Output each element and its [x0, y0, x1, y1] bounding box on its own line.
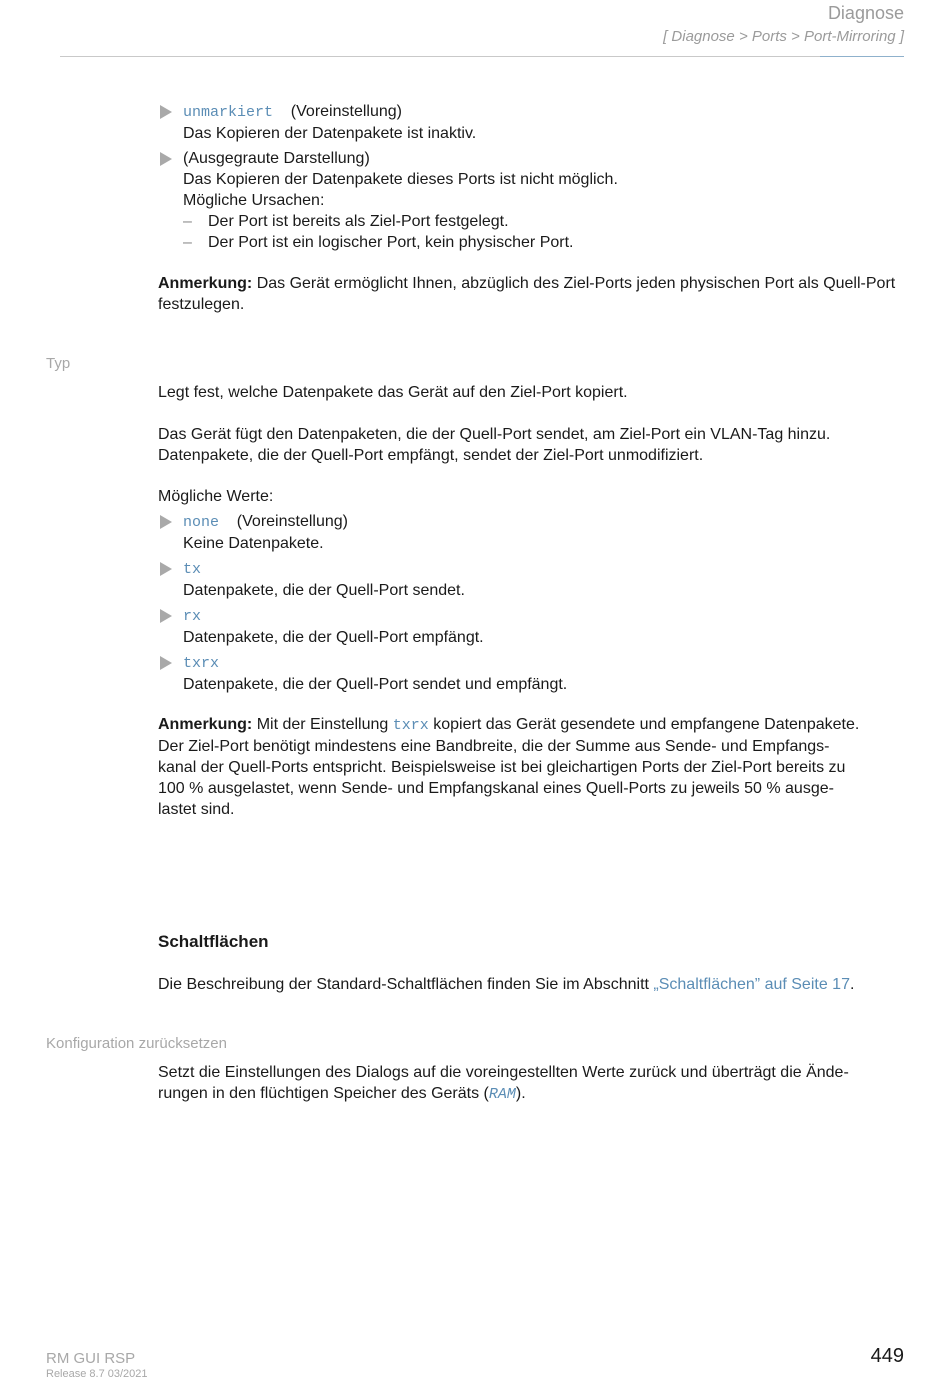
list-item: [158, 511, 908, 554]
note-paragraph: [158, 714, 908, 820]
list-item: [158, 148, 908, 253]
list-item: [158, 558, 908, 601]
list-item: [158, 605, 908, 648]
page-header-title: Diagnose: [827, 3, 904, 23]
reset-text: Setzt die Einstellungen des Dialogs auf die voreingestellten Werte zurück und überträgt die Ände-: [158, 1064, 849, 1081]
note-paragraph: [158, 273, 908, 315]
typ-paragraph: Das Gerät fügt den Datenpaketen, die der Quell-Port sendet, am Ziel-Port ein VLAN-Tag hinzu. Datenpakete, die der Quell-Port empfängt, sendet der Ziel-Port unmodifiziert.: [158, 426, 831, 464]
header-divider-accent: [820, 56, 904, 57]
page-number: 449: [870, 1345, 904, 1367]
footer-product: RM GUI RSP: [46, 1350, 136, 1367]
typ-intro: Legt fest, welche Datenpakete das Gerät auf den Ziel-Port kopiert.: [158, 384, 628, 401]
bullet-triangle-icon: [160, 562, 172, 576]
note-text: kopiert das Gerät gesendete und empfangene Datenpakete.: [433, 716, 860, 733]
list-item: [158, 101, 908, 144]
dash-item: [158, 232, 908, 253]
buttons-text-end: .: [849, 976, 855, 993]
value-description: Das Kopieren der Datenpakete ist inaktiv.: [183, 125, 477, 142]
value-suffix: (Voreinstellung): [290, 103, 402, 120]
buttons-text: Die Beschreibung der Standard-Schaltflächen finden Sie im Abschnitt: [158, 976, 649, 993]
dash-item: [158, 211, 908, 232]
dash-bullet-icon: –: [183, 234, 192, 251]
note-text: Der Ziel-Port benötigt mindestens eine Bandbreite, die der Summe aus Sende- und Empfangs-: [158, 738, 830, 755]
values-label: Mögliche Werte:: [158, 488, 274, 505]
value-description: Keine Datenpakete.: [183, 535, 324, 552]
bullet-triangle-icon: [160, 609, 172, 623]
value-code: tx: [183, 561, 202, 578]
value-description: Datenpakete, die der Quell-Port empfängt.: [183, 629, 484, 646]
value-label: (Ausgegraute Darstellung): [183, 150, 370, 167]
reset-text: rungen in den flüchtigen Speicher des Geräts (: [158, 1085, 489, 1102]
bullet-triangle-icon: [160, 152, 172, 166]
value-code: unmarkiert: [183, 104, 274, 121]
note-text: 100 % ausgelastet, wenn Sende- und Empfangskanal eines Quell-Ports zu jeweils 50 % ausge-: [158, 780, 834, 797]
value-description: Datenpakete, die der Quell-Port sendet und empfängt.: [183, 676, 568, 693]
value-description: Das Kopieren der Datenpakete dieses Ports ist nicht möglich.: [183, 171, 618, 188]
footer-release: Release 8.7 03/2021: [46, 1368, 148, 1380]
note-text: Das Gerät ermöglicht Ihnen, abzüglich des Ziel-Ports jeden physischen Port als Quell-Port festzulegen.: [158, 275, 896, 313]
bullet-triangle-icon: [160, 515, 172, 529]
note-text: Mit der Einstellung: [256, 716, 389, 733]
buttons-reference-link[interactable]: „Schaltflächen” auf Seite 17: [653, 976, 850, 993]
value-suffix: (Voreinstellung): [236, 513, 348, 530]
note-label: Anmerkung:: [158, 716, 253, 733]
ram-code: RAM: [488, 1086, 516, 1103]
note-label: Anmerkung:: [158, 275, 253, 292]
reset-text-end: ).: [515, 1085, 526, 1102]
section-heading: Schaltflächen: [158, 932, 269, 951]
dash-text: Der Port ist bereits als Ziel-Port festgelegt.: [208, 213, 509, 230]
value-code: none: [183, 514, 220, 531]
causes-label: Mögliche Ursachen:: [183, 192, 325, 209]
value-code: rx: [183, 608, 202, 625]
reset-paragraph: [158, 1062, 908, 1105]
note-text: kanal der Quell-Ports entspricht. Beispielsweise ist bei gleichartigen Ports der Ziel-Port bereits zu: [158, 759, 846, 776]
breadcrumb: [ Diagnose > Ports > Port-Mirroring ]: [663, 28, 904, 45]
header-divider: [60, 56, 904, 57]
dash-text: Der Port ist ein logischer Port, kein physischer Port.: [208, 234, 574, 251]
list-item: [158, 652, 908, 695]
bullet-triangle-icon: [160, 656, 172, 670]
value-description: Datenpakete, die der Quell-Port sendet.: [183, 582, 465, 599]
side-label-reset: Konfiguration zurücksetzen: [46, 1035, 227, 1052]
note-code: txrx: [392, 717, 429, 734]
value-code: txrx: [183, 655, 220, 672]
note-text: lastet sind.: [158, 801, 235, 818]
buttons-paragraph: [158, 974, 908, 995]
bullet-triangle-icon: [160, 105, 172, 119]
dash-bullet-icon: –: [183, 213, 192, 230]
side-label-typ: Typ: [46, 355, 71, 372]
